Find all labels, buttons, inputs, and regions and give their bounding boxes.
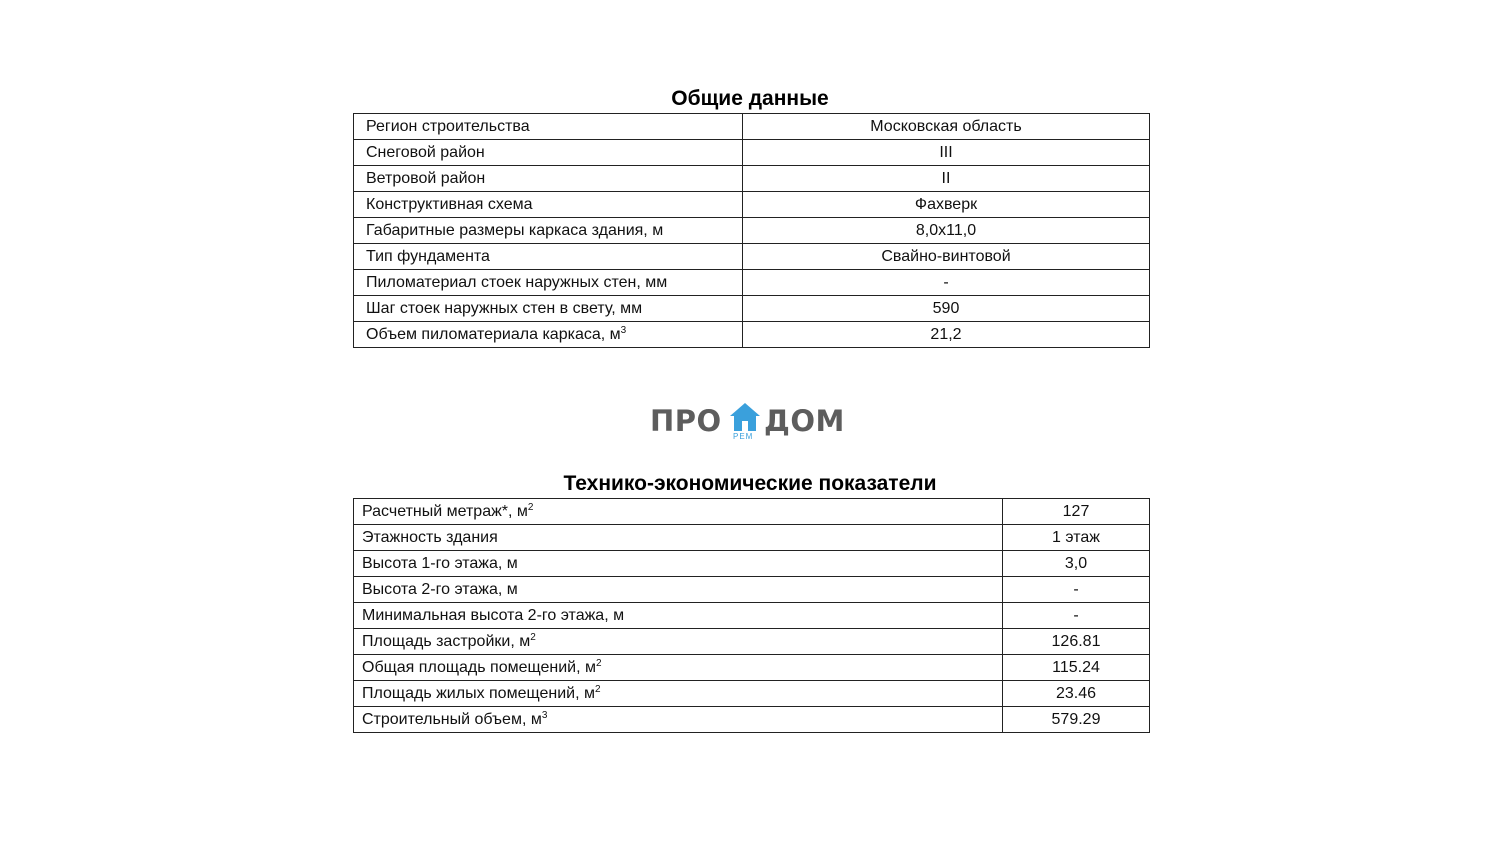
- row-value: 127: [1003, 499, 1150, 525]
- row-value: 1 этаж: [1003, 525, 1150, 551]
- table-row: [354, 629, 1150, 655]
- general-data-table: [353, 113, 1150, 348]
- table-row: [354, 525, 1150, 551]
- row-label: Этажность здания: [354, 525, 1003, 551]
- row-label: Тип фундамента: [354, 244, 743, 270]
- row-value: 8,0х11,0: [743, 218, 1150, 244]
- table-row: [354, 140, 1150, 166]
- row-label: Высота 2-го этажа, м: [354, 577, 1003, 603]
- logo-sub: РЕМ: [733, 432, 754, 441]
- tech-economic-title: Технико-экономические показатели: [563, 472, 937, 495]
- row-value: -: [1003, 577, 1150, 603]
- row-label: Расчетный метраж*, $м^2$: [354, 499, 1003, 525]
- unit-superscript: 2: [530, 632, 536, 643]
- table-row: [354, 707, 1150, 733]
- row-label: Ветровой район: [354, 166, 743, 192]
- row-value: -: [743, 270, 1150, 296]
- table-row: [354, 577, 1150, 603]
- row-label: Высота 1-го этажа, м: [354, 551, 1003, 577]
- row-value: 21,2: [743, 322, 1150, 348]
- tech-economic-table: [353, 498, 1150, 733]
- row-value: II: [743, 166, 1150, 192]
- row-label: Общая площадь помещений, $м^2$: [354, 655, 1003, 681]
- table-row: [354, 166, 1150, 192]
- unit-superscript: 3: [620, 325, 627, 336]
- row-label: Площадь застройки, $м^2$: [354, 629, 1003, 655]
- row-value: Фахверк: [743, 192, 1150, 218]
- prodom-logo: [648, 400, 853, 446]
- row-value: 115.24: [1003, 655, 1150, 681]
- table-row: [354, 192, 1150, 218]
- table-row: [354, 244, 1150, 270]
- table-row: [354, 551, 1150, 577]
- row-label: Пиломатериал стоек наружных стен, мм: [354, 270, 743, 296]
- table-row: [354, 499, 1150, 525]
- unit-superscript: 3: [541, 710, 548, 721]
- general-data-title: Общие данные: [671, 87, 829, 110]
- house-icon: [729, 402, 761, 432]
- unit-superscript: 2: [527, 502, 534, 513]
- row-value: 579.29: [1003, 707, 1150, 733]
- row-label: Шаг стоек наружных стен в свету, мм: [354, 296, 743, 322]
- table-row: [354, 114, 1150, 140]
- logo-word-right: ДОМ: [764, 404, 845, 438]
- row-label: Объем пиломатериала каркаса, $м^3$: [354, 322, 743, 348]
- row-label: Регион строительства: [354, 114, 743, 140]
- table-row: [354, 603, 1150, 629]
- row-label: Снеговой район: [354, 140, 743, 166]
- row-label: Минимальная высота 2-го этажа, м: [354, 603, 1003, 629]
- row-value: 590: [743, 296, 1150, 322]
- row-value: 23.46: [1003, 681, 1150, 707]
- table-row: [354, 270, 1150, 296]
- table-row: [354, 296, 1150, 322]
- logo-word-left: ПРО: [650, 404, 722, 438]
- row-value: 126.81: [1003, 629, 1150, 655]
- unit-superscript: 2: [594, 684, 601, 695]
- row-value: 3,0: [1003, 551, 1150, 577]
- table-row: [354, 681, 1150, 707]
- row-label: Габаритные размеры каркаса здания, м: [354, 218, 743, 244]
- row-value: III: [743, 140, 1150, 166]
- row-label: Конструктивная схема: [354, 192, 743, 218]
- table-row: [354, 322, 1150, 348]
- table-row: [354, 655, 1150, 681]
- row-label: Строительный объем, $м^3$: [354, 707, 1003, 733]
- table-row: [354, 218, 1150, 244]
- row-value: -: [1003, 603, 1150, 629]
- row-label: Площадь жилых помещений, $м^2$: [354, 681, 1003, 707]
- unit-superscript: 2: [595, 658, 602, 669]
- row-value: Московская область: [743, 114, 1150, 140]
- row-value: Свайно-винтовой: [743, 244, 1150, 270]
